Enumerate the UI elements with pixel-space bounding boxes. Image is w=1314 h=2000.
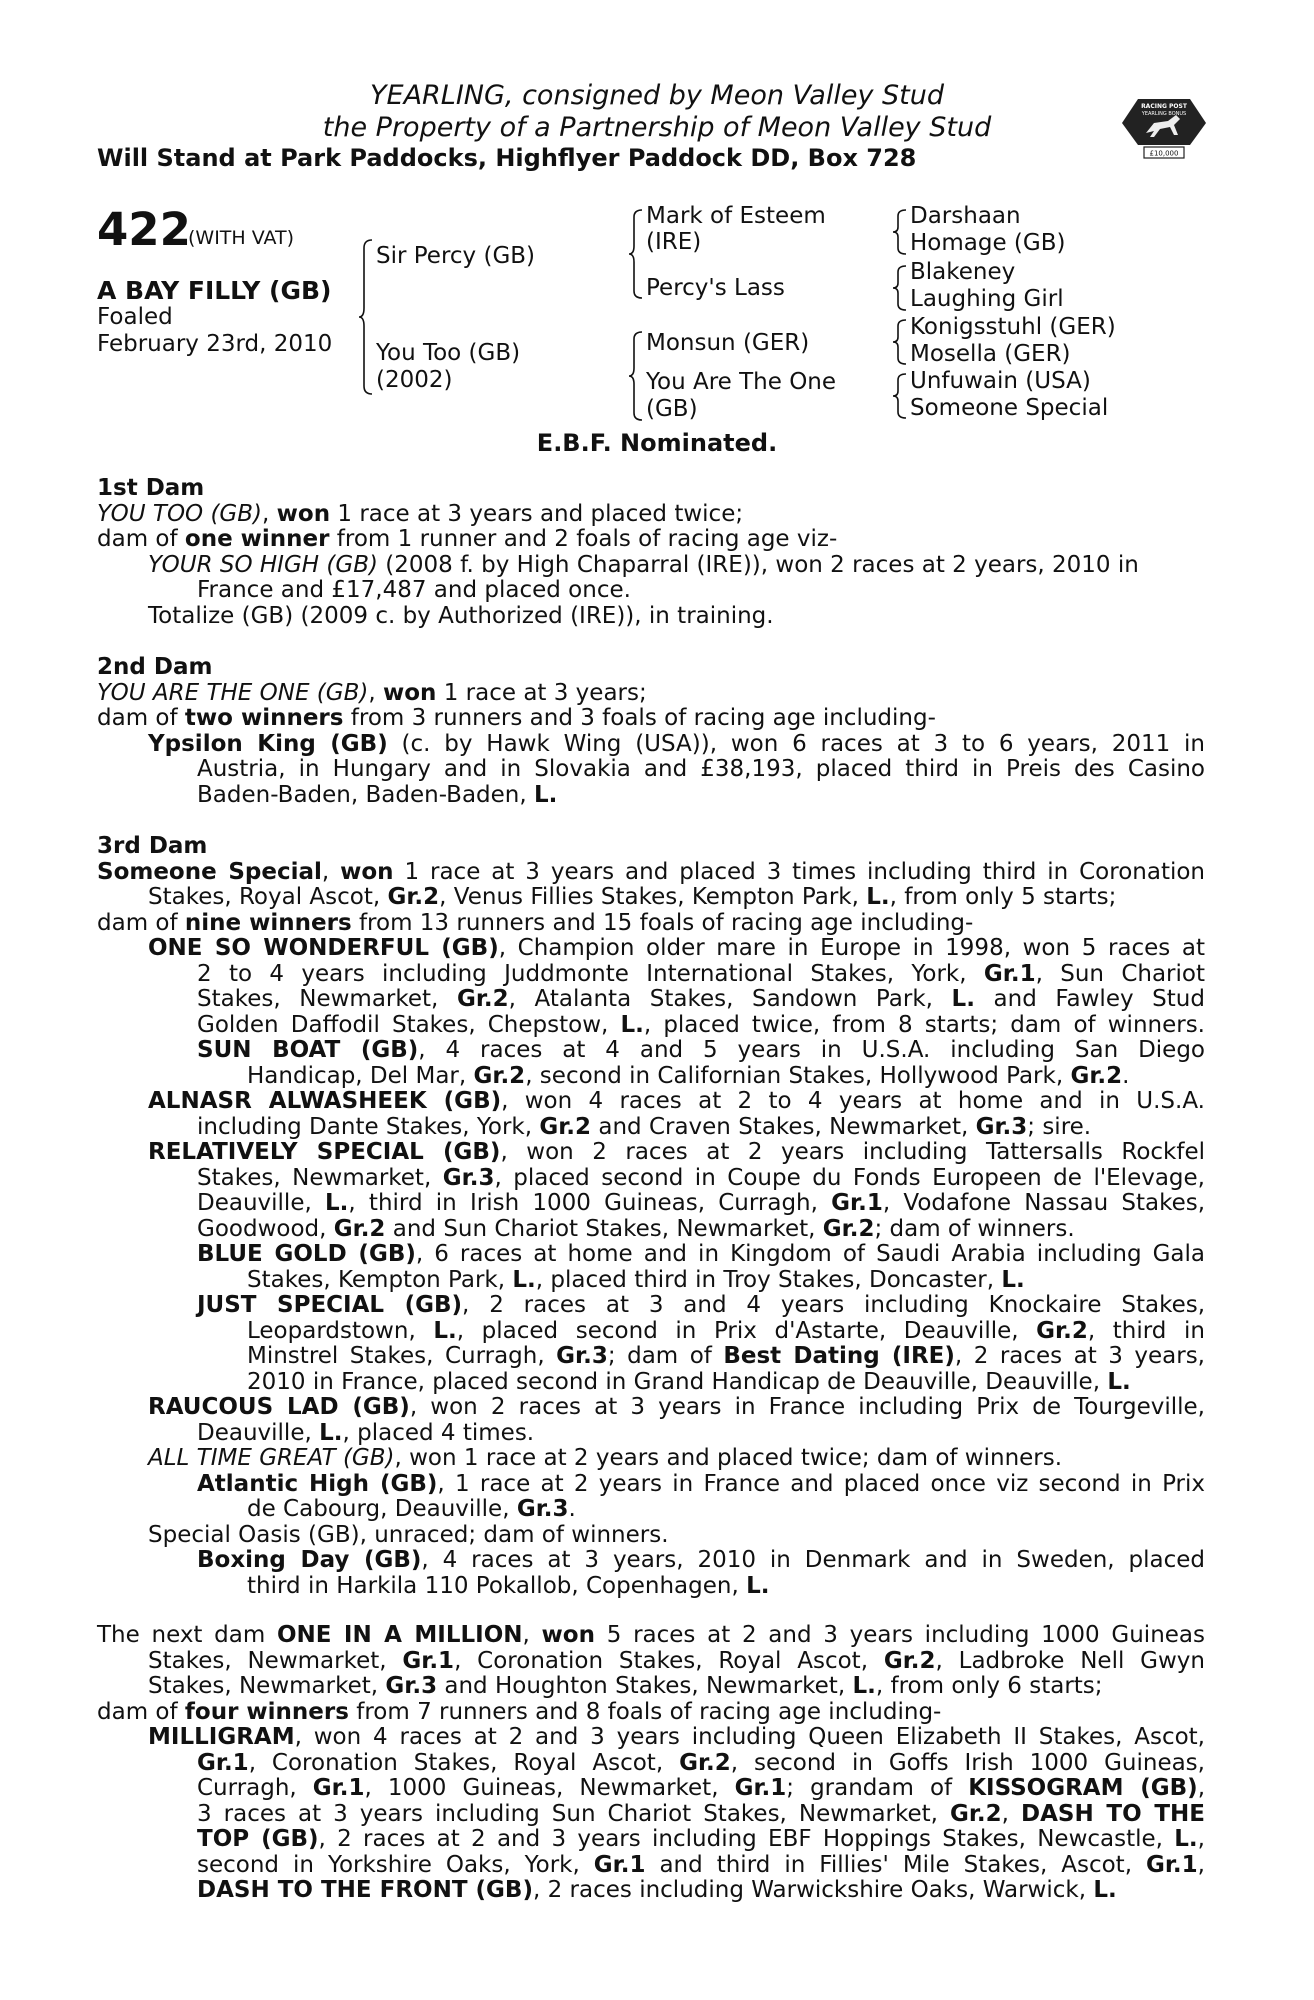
dam-name: YOU TOO (GB): [97, 500, 263, 527]
text-run: L.: [1174, 1826, 1198, 1852]
text-run: from 3 runners and 3 foals of racing age including-: [343, 705, 936, 731]
dam3-line: [97, 1574, 1205, 1600]
text-run: Gr.2: [456, 986, 509, 1012]
text-run: Stakes, Newmarket,: [197, 986, 457, 1012]
pedigree-brace-main: [358, 238, 374, 396]
nextdam-line: [97, 1751, 1205, 1777]
dam3-line: [97, 1548, 1205, 1574]
next-dam-lines: [97, 1623, 1205, 1904]
text-run: (2008 f. by High Chaparral (IRE)), won 2 races at 2 years, 2010 in: [377, 551, 1139, 578]
text-run: Gr.2: [822, 1215, 875, 1242]
text-run: 1 race at 3 years and placed twice;: [330, 500, 744, 527]
text-run: Gr.2: [539, 1113, 592, 1140]
third-dam-lines: [97, 860, 1205, 1600]
first-dam-section: [97, 476, 1205, 629]
text-run: , 2 races at 3 and 4 years including Knockaire Stakes,: [462, 1292, 1206, 1318]
pedigree-brace-g4: [892, 372, 908, 420]
nextdam-line: [97, 1623, 1205, 1649]
text-run: Best Dating (IRE): [723, 1343, 955, 1369]
text-run: Gr.2: [949, 1800, 1002, 1827]
text-run: ONE SO WONDERFUL (GB): [148, 935, 499, 961]
text-run: TOP (GB): [197, 1826, 319, 1852]
pedigree-g3: Blakeney: [910, 259, 1016, 285]
text-run: L.: [746, 1572, 770, 1599]
dam3-line: [97, 1013, 1205, 1039]
text-run: Gr.2: [1036, 1317, 1088, 1344]
pedigree-g4: Laughing Girl: [910, 286, 1064, 312]
text-run: The next dam: [97, 1622, 277, 1648]
text-run: Handicap, Del Mar,: [247, 1062, 474, 1089]
text-run: , placed second in Prix d'Astarte, Deauville,: [456, 1317, 1037, 1344]
dam3-line: [97, 987, 1205, 1013]
first-dam-line: [97, 502, 1205, 528]
text-run: DASH TO THE FRONT (GB): [197, 1877, 533, 1903]
text-run: BLUE GOLD (GB): [197, 1241, 416, 1267]
text-run: L.: [866, 884, 890, 910]
dam3-line: [97, 1370, 1205, 1396]
dam3-line: [97, 1344, 1205, 1370]
pedigree-sire-dam: Percy's Lass: [646, 275, 785, 301]
text-run: ,: [1001, 1800, 1021, 1827]
dam3-line: [97, 1446, 1205, 1472]
text-run: ,: [262, 500, 277, 527]
text-run: Gr.3: [516, 1496, 569, 1522]
text-run: L.: [512, 1266, 536, 1293]
text-run: Gr.1: [312, 1775, 365, 1801]
text-run: L.: [1093, 1877, 1117, 1903]
text-run: ; dam of: [607, 1343, 724, 1369]
text-run: DASH TO THE: [1021, 1800, 1205, 1827]
dam3-line: [97, 1140, 1205, 1166]
text-run: nine winners: [184, 909, 352, 936]
text-run: won: [276, 500, 331, 527]
text-run: , won 2 races at 3 years in France including Prix de Tourgeville,: [409, 1394, 1205, 1420]
dam3-line: [97, 885, 1205, 911]
text-run: Stakes, Newmarket,: [197, 1164, 443, 1191]
text-run: , third in: [1087, 1317, 1205, 1344]
pedigree-g5: Konigsstuhl (GER): [910, 314, 1116, 340]
dam3-line: [97, 936, 1205, 962]
text-run: , 6 races at home and in Kingdom of Saudi Arabia including Gala: [415, 1241, 1205, 1267]
pedigree-brace-sire: [628, 208, 644, 300]
text-run: won: [382, 679, 437, 706]
text-run: including Dante Stakes, York,: [197, 1113, 540, 1140]
text-run: two winners: [184, 705, 344, 731]
nextdam-line: [97, 1802, 1205, 1828]
text-run: , Ladbroke Nell Gwyn: [935, 1647, 1205, 1674]
text-run: Gr.3: [385, 1673, 438, 1699]
dam3-line: [97, 1421, 1205, 1447]
text-run: ; dam of winners.: [874, 1215, 1075, 1242]
text-run: Stakes, Newmarket,: [148, 1647, 403, 1674]
text-run: Atlantic High (GB): [197, 1470, 438, 1497]
first-dam-line: Totalize (GB) (2009 c. by Authorized (IRE)), in training.: [148, 602, 774, 629]
text-run: won: [340, 858, 394, 885]
text-run: de Cabourg, Deauville,: [247, 1496, 517, 1522]
text-run: L.: [620, 1011, 644, 1038]
horse-name: A BAY FILLY (GB): [97, 276, 332, 305]
text-run: , second in Goffs Irish 1000 Guineas,: [730, 1749, 1205, 1776]
text-run: 2010 in France, placed second in Grand Handicap de Deauville, Deauville,: [247, 1368, 1108, 1395]
text-run: Leopardstown,: [247, 1317, 434, 1344]
badge-bottom-text: £10,000: [1149, 149, 1179, 158]
pedigree-sire-sire-line1: Mark of Esteem: [646, 203, 826, 229]
text-run: ALL TIME GREAT (GB): [148, 1445, 395, 1471]
pedigree-g8: Someone Special: [910, 395, 1109, 421]
text-run: , placed second in Coupe du Fonds Europeen de l'Elevage,: [494, 1164, 1205, 1191]
dam3-line: [97, 1038, 1205, 1064]
text-run: ,: [321, 858, 341, 885]
text-run: , won 4 races at 2 and 3 years including Queen Elizabeth II Stakes, Ascot,: [294, 1724, 1205, 1750]
text-run: dam of: [97, 1698, 185, 1725]
second-dam-line: [97, 681, 1205, 707]
nextdam-line: [97, 1725, 1205, 1751]
text-run: Stakes, Kempton Park,: [247, 1266, 513, 1293]
text-run: one winner: [184, 526, 330, 552]
text-run: ONE IN A MILLION: [277, 1622, 523, 1648]
text-run: , third in Irish 1000 Guineas, Curragh,: [348, 1190, 832, 1216]
text-run: (c. by Hawk Wing (USA)), won 6 races at 3 to 6 years, 2011 in: [387, 730, 1206, 757]
lot-number: 422: [97, 203, 191, 256]
first-dam-line: [97, 553, 1205, 579]
text-run: ,: [1197, 1851, 1205, 1878]
dam3-line: [97, 1242, 1205, 1268]
produce-name: Ypsilon King (GB): [148, 730, 388, 757]
second-dam-section: [97, 655, 1205, 808]
text-run: L.: [433, 1317, 457, 1344]
pedigree-brace-dam: [628, 330, 644, 422]
text-run: L.: [1107, 1368, 1131, 1395]
text-run: L.: [534, 781, 558, 808]
pedigree-dam-dam-line2: (GB): [646, 396, 698, 422]
text-run: , 2 races at 3 years,: [954, 1343, 1205, 1369]
dam3-line: [97, 1293, 1205, 1319]
text-run: Baden-Baden, Baden-Baden,: [197, 781, 535, 808]
text-run: won: [541, 1622, 595, 1648]
text-run: ALNASR ALWASHEEK (GB): [148, 1088, 502, 1114]
text-run: ,: [522, 1622, 542, 1648]
text-run: Gr.1: [983, 960, 1036, 987]
text-run: , placed twice, from 8 starts; dam of winners.: [643, 1011, 1205, 1038]
text-run: Goodwood,: [197, 1215, 334, 1242]
badge-mid-text: YEARLING BONUS: [1141, 111, 1187, 117]
second-dam-line: [97, 783, 1205, 809]
dam3-line: [97, 1115, 1205, 1141]
text-run: , 4 races at 4 and 5 years in U.S.A. including San Diego: [418, 1037, 1205, 1063]
text-run: Gr.1: [402, 1647, 455, 1674]
text-run: , Vodafone Nassau Stakes,: [882, 1190, 1206, 1216]
nextdam-line: [97, 1700, 1205, 1726]
header-consignor-line: YEARLING, consigned by Meon Valley Stud: [370, 80, 944, 111]
pedigree-dam-dam-line1: You Are The One: [646, 369, 837, 395]
text-run: L.: [951, 986, 975, 1012]
text-run: third in Harkila 110 Pokallob, Copenhagen,: [247, 1572, 747, 1599]
text-run: L.: [325, 1190, 349, 1216]
text-run: , won 2 races at 2 years including Tattersalls Rockfel: [500, 1139, 1205, 1165]
text-run: dam of: [97, 909, 185, 936]
nextdam-line: [97, 1776, 1205, 1802]
text-run: Deauville,: [197, 1190, 325, 1216]
text-run: dam of: [97, 705, 185, 731]
badge-top-text: RACING POST: [1141, 103, 1187, 110]
text-run: from 1 runner and 2 foals of racing age viz-: [329, 526, 838, 552]
text-run: , Venus Fillies Stakes, Kempton Park,: [439, 884, 867, 910]
text-run: and Houghton Stakes, Newmarket,: [437, 1673, 853, 1699]
pedigree-brace-g3: [892, 318, 908, 366]
text-run: Gr.3: [442, 1164, 495, 1191]
text-run: , second in Californian Stakes, Hollywood Park,: [525, 1062, 1071, 1089]
pedigree-sire: Sir Percy (GB): [376, 243, 536, 269]
text-run: L.: [852, 1673, 876, 1699]
pedigree-g7: Unfuwain (USA): [910, 368, 1091, 394]
text-run: Boxing Day (GB): [197, 1547, 422, 1573]
text-run: Gr.1: [734, 1775, 787, 1801]
dam3-line: [97, 1319, 1205, 1345]
text-run: .: [1122, 1062, 1130, 1089]
first-dam-line: [97, 527, 1205, 553]
second-dam-line: [97, 732, 1205, 758]
pedigree-g1: Darshaan: [910, 203, 1021, 229]
text-run: 1 race at 3 years;: [436, 679, 647, 706]
text-run: , won 4 races at 2 to 4 years at home and in U.S.A.: [501, 1088, 1205, 1114]
text-run: , from only 6 starts;: [875, 1673, 1103, 1699]
first-dam-line: France and £17,487 and placed once.: [197, 577, 631, 603]
text-run: , 2 races including Warwickshire Oaks, Warwick,: [532, 1877, 1094, 1903]
dam3-line: [97, 1395, 1205, 1421]
text-run: 1 race at 3 years and placed 3 times including third in Coronation: [393, 858, 1206, 885]
text-run: KISSOGRAM (GB): [968, 1775, 1198, 1801]
text-run: Deauville,: [197, 1419, 320, 1446]
third-dam-heading: 3rd Dam: [97, 833, 208, 859]
text-run: .: [568, 1496, 576, 1522]
nextdam-line: [97, 1853, 1205, 1879]
yearling-bonus-badge-icon: [1118, 93, 1210, 159]
text-run: Gr.2: [883, 1647, 936, 1674]
dam3-line: [97, 1217, 1205, 1243]
text-run: , Coronation Stakes, Royal Ascot,: [454, 1647, 884, 1674]
produce-name: YOUR SO HIGH (GB): [148, 551, 378, 578]
text-run: , 4 races at 3 years, 2010 in Denmark and in Sweden, placed: [421, 1547, 1205, 1573]
nextdam-line: [97, 1649, 1205, 1675]
text-run: , from only 5 starts;: [889, 884, 1117, 910]
text-run: dam of: [97, 526, 185, 552]
text-run: Golden Daffodil Stakes, Chepstow,: [197, 1011, 621, 1038]
lot-vat-note: (WITH VAT): [188, 227, 295, 249]
header-property-line: the Property of a Partnership of Meon Valley Stud: [322, 112, 992, 143]
pedigree-brace-g1: [892, 208, 908, 256]
dam3-line: [97, 1268, 1205, 1294]
text-run: Gr.1: [197, 1749, 249, 1776]
dam3-line: [97, 860, 1205, 886]
text-run: , Champion older mare in Europe in 1998, won 5 races at: [498, 935, 1205, 961]
pedigree-dam-sire: Monsun (GER): [646, 330, 810, 356]
dam3-line: [97, 1064, 1205, 1090]
text-run: , 1000 Guineas, Newmarket,: [364, 1775, 735, 1801]
dam3-line: [97, 962, 1205, 988]
text-run: L.: [1001, 1266, 1025, 1293]
text-run: Minstrel Stakes, Curragh,: [247, 1343, 557, 1369]
pedigree-brace-g2: [892, 264, 908, 312]
text-run: MILLIGRAM: [148, 1724, 295, 1750]
text-run: second in Yorkshire Oaks, York,: [197, 1851, 594, 1878]
text-run: ; sire.: [1027, 1113, 1092, 1140]
pedigree-sire-sire-line2: (IRE): [646, 229, 702, 255]
text-run: Gr.1: [1145, 1851, 1198, 1878]
text-run: four winners: [184, 1698, 349, 1725]
text-run: Special Oasis (GB), unraced; dam of winners.: [148, 1521, 669, 1548]
text-run: Gr.2: [387, 884, 440, 910]
pedigree-dam-line2: (2002): [376, 367, 453, 393]
text-run: and third in Fillies' Mile Stakes, Ascot,: [645, 1851, 1146, 1878]
text-run: SUN BOAT (GB): [197, 1037, 419, 1063]
text-run: , Sun Chariot: [1035, 960, 1205, 987]
text-run: 5 races at 2 and 3 years including 1000 Guineas: [594, 1622, 1205, 1648]
text-run: , 1 race at 2 years in France and placed once viz second in Prix: [437, 1470, 1205, 1497]
dam3-line: [97, 1497, 1205, 1523]
text-run: , 2 races at 2 and 3 years including EBF Hoppings Stakes, Newcastle,: [318, 1826, 1175, 1852]
text-run: , Atalanta Stakes, Sandown Park,: [508, 986, 952, 1012]
text-run: from 7 runners and 8 foals of racing age including-: [348, 1698, 942, 1725]
second-dam-line: Austria, in Hungary and in Slovakia and £38,193, placed third in Preis des Casino: [197, 756, 1205, 782]
text-run: Stakes, Newmarket,: [148, 1673, 386, 1699]
pedigree-g2: Homage (GB): [910, 230, 1066, 256]
text-run: ,: [1197, 1775, 1205, 1801]
text-run: Someone Special: [97, 858, 322, 885]
text-run: JUST SPECIAL (GB): [197, 1292, 463, 1318]
text-run: and Fawley Stud: [974, 986, 1205, 1012]
nextdam-line: [97, 1827, 1205, 1853]
dam3-line: [97, 1191, 1205, 1217]
text-run: RAUCOUS LAD (GB): [148, 1394, 410, 1420]
foaled-date: February 23rd, 2010: [97, 331, 333, 357]
dam3-line: [97, 1472, 1205, 1498]
pedigree-dam-line1: You Too (GB): [376, 340, 521, 366]
dam-name: YOU ARE THE ONE (GB): [97, 679, 369, 706]
nextdam-line: [97, 1674, 1205, 1700]
foaled-label: Foaled: [97, 304, 173, 330]
dam3-line: [97, 1089, 1205, 1115]
text-run: 2 to 4 years including Juddmonte International Stakes, York,: [197, 960, 984, 987]
text-run: , placed 4 times.: [342, 1419, 535, 1446]
text-run: RELATIVELY SPECIAL (GB): [148, 1139, 501, 1165]
nextdam-line: [97, 1878, 1205, 1904]
text-run: Stakes, Royal Ascot,: [148, 884, 388, 910]
text-run: and Sun Chariot Stakes, Newmarket,: [385, 1215, 823, 1242]
text-run: ; grandam of: [786, 1775, 969, 1801]
text-run: from 13 runners and 15 foals of racing age including-: [351, 909, 974, 936]
pedigree-g6: Mosella (GER): [910, 341, 1071, 367]
text-run: and Craven Stakes, Newmarket,: [591, 1113, 976, 1140]
third-dam-section: [97, 834, 1205, 1599]
first-dam-heading: 1st Dam: [97, 475, 205, 501]
second-dam-line: [97, 706, 1205, 732]
text-run: Gr.1: [593, 1851, 646, 1878]
text-run: Gr.2: [679, 1749, 731, 1776]
text-run: Gr.3: [975, 1113, 1028, 1140]
text-run: Gr.1: [831, 1190, 883, 1216]
ebf-nominated: E.B.F. Nominated.: [536, 429, 778, 457]
second-dam-heading: 2nd Dam: [97, 654, 213, 680]
text-run: L.: [319, 1419, 343, 1446]
text-run: Gr.2: [473, 1062, 526, 1089]
text-run: ,: [1197, 1826, 1205, 1852]
dam3-line: [97, 1166, 1205, 1192]
text-run: , Coronation Stakes, Royal Ascot,: [248, 1749, 680, 1776]
header-location-line: Will Stand at Park Paddocks, Highflyer Paddock DD, Box 728: [97, 144, 917, 172]
text-run: 3 races at 3 years including Sun Chariot Stakes, Newmarket,: [197, 1800, 950, 1827]
text-run: Gr.3: [556, 1343, 608, 1369]
text-run: Gr.2: [1070, 1062, 1123, 1089]
text-run: , won 1 race at 2 years and placed twice; dam of winners.: [394, 1445, 1063, 1471]
text-run: , placed third in Troy Stakes, Doncaster,: [535, 1266, 1002, 1293]
next-dam-section: [97, 1623, 1205, 1904]
dam3-line: [97, 1523, 1205, 1549]
text-run: Gr.2: [333, 1215, 386, 1242]
dam3-line: [97, 911, 1205, 937]
text-run: Curragh,: [197, 1775, 313, 1801]
text-run: ,: [368, 679, 383, 706]
